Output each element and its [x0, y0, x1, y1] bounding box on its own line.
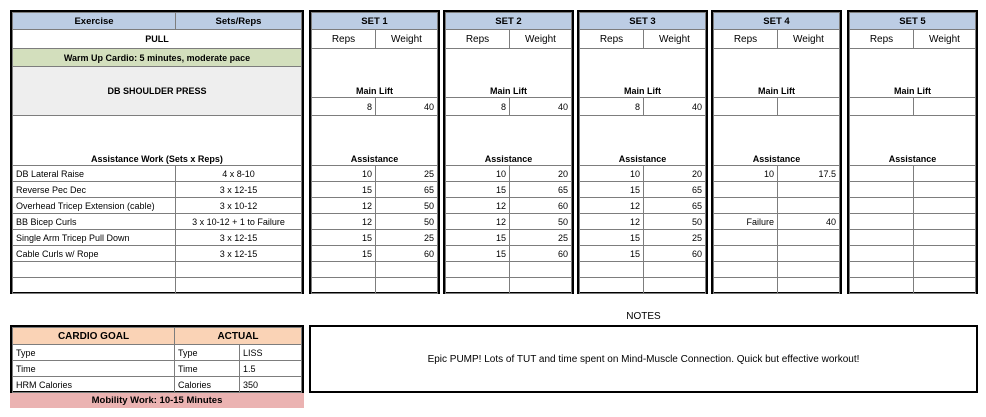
- table-row: [13, 198, 302, 214]
- table-row: [312, 166, 438, 182]
- assistance-sets-reps: 3 x 12-15: [176, 230, 302, 246]
- reps-header: Reps: [850, 30, 914, 49]
- table-row: [446, 214, 572, 230]
- table-row: [312, 198, 438, 214]
- cardio-actual-header: ACTUAL: [175, 328, 302, 345]
- spacer-cell: [714, 49, 840, 67]
- set-1-block: [309, 10, 440, 294]
- cardio-goal-cell: HRM Calories: [13, 377, 175, 393]
- assistance-reps: 15: [446, 246, 510, 262]
- assistance-sets-reps: 3 x 12-15: [176, 182, 302, 198]
- main-lift-weight: 40: [376, 98, 438, 116]
- table-row: [446, 278, 572, 294]
- main-lift-label: Main Lift: [446, 67, 572, 98]
- spacer-cell: [312, 49, 438, 67]
- table-row: [580, 278, 706, 294]
- table-row: [446, 166, 572, 182]
- cardio-goal-cell: Type: [13, 345, 175, 361]
- main-lift-label: Main Lift: [312, 67, 438, 98]
- table-row: [580, 214, 706, 230]
- table-row: [714, 262, 840, 278]
- assistance-weight: [914, 278, 976, 294]
- assistance-label: Assistance: [714, 116, 840, 166]
- assistance-reps: 10: [580, 166, 644, 182]
- assistance-weight: 25: [644, 230, 706, 246]
- cardio-actual-label: Type: [175, 345, 240, 361]
- set-3-block: [577, 10, 708, 294]
- table-row: [13, 214, 302, 230]
- assistance-weight: [510, 278, 572, 294]
- assistance-weight: [914, 230, 976, 246]
- set-4-block: [711, 10, 842, 294]
- assistance-exercise-name: BB Bicep Curls: [13, 214, 176, 230]
- assistance-reps: [850, 246, 914, 262]
- main-lift-reps: 8: [580, 98, 644, 116]
- table-row: [13, 246, 302, 262]
- assistance-reps: [850, 230, 914, 246]
- assistance-reps: 15: [312, 246, 376, 262]
- assistance-sets-reps: 3 x 12-15: [176, 246, 302, 262]
- assistance-weight: 50: [376, 214, 438, 230]
- assistance-reps: 15: [312, 182, 376, 198]
- table-row: [446, 262, 572, 278]
- set-5-block: [847, 10, 978, 294]
- assistance-reps: 12: [446, 214, 510, 230]
- assistance-reps: 12: [580, 198, 644, 214]
- assistance-reps: [850, 166, 914, 182]
- assistance-weight: [376, 278, 438, 294]
- notes-title: NOTES: [626, 311, 661, 322]
- assistance-exercise-name: Reverse Pec Dec: [13, 182, 176, 198]
- table-row: [580, 166, 706, 182]
- table-row: [13, 377, 302, 393]
- assistance-weight: [914, 214, 976, 230]
- assistance-reps: 12: [446, 198, 510, 214]
- assistance-weight: 50: [376, 198, 438, 214]
- assistance-reps: 15: [312, 230, 376, 246]
- reps-header: Reps: [312, 30, 376, 49]
- assistance-reps: [580, 262, 644, 278]
- assistance-reps: 15: [580, 230, 644, 246]
- table-row: [580, 198, 706, 214]
- table-row: [312, 262, 438, 278]
- main-lift-label: Main Lift: [714, 67, 840, 98]
- table-row: [13, 262, 302, 278]
- assistance-weight: [914, 246, 976, 262]
- assistance-label: Assistance: [446, 116, 572, 166]
- assistance-reps: [714, 182, 778, 198]
- assistance-weight: [778, 246, 840, 262]
- assistance-weight: 65: [376, 182, 438, 198]
- cardio-actual-label: Calories: [175, 377, 240, 393]
- table-row: [13, 361, 302, 377]
- assistance-exercise-name: DB Lateral Raise: [13, 166, 176, 182]
- table-row: [580, 182, 706, 198]
- mobility-row: Mobility Work: 10-15 Minutes: [10, 393, 304, 408]
- main-lift-weight: 40: [510, 98, 572, 116]
- set-title: SET 1: [312, 13, 438, 30]
- assistance-exercise-name: Overhead Tricep Extension (cable): [13, 198, 176, 214]
- table-row: [446, 182, 572, 198]
- table-row: [13, 230, 302, 246]
- assistance-weight: 65: [644, 182, 706, 198]
- spacer-cell: [850, 49, 976, 67]
- exercise-column-header: Exercise: [13, 13, 176, 30]
- assistance-weight: [778, 278, 840, 294]
- assistance-reps: [850, 198, 914, 214]
- assistance-sets-reps: 4 x 8-10: [176, 166, 302, 182]
- assistance-reps: [714, 246, 778, 262]
- assistance-weight: 25: [376, 166, 438, 182]
- assistance-exercise-name: [13, 262, 176, 278]
- table-row: [850, 166, 976, 182]
- assistance-weight: 25: [510, 230, 572, 246]
- cardio-actual-value: 350: [240, 377, 302, 393]
- table-row: [850, 214, 976, 230]
- table-row: [13, 345, 302, 361]
- main-lift-name: DB SHOULDER PRESS: [13, 67, 302, 116]
- assistance-weight: 60: [510, 246, 572, 262]
- main-lift-weight: [778, 98, 840, 116]
- assistance-weight: [914, 182, 976, 198]
- assistance-weight: 60: [510, 198, 572, 214]
- assistance-label: Assistance: [312, 116, 438, 166]
- table-row: [580, 246, 706, 262]
- assistance-label: Assistance: [580, 116, 706, 166]
- table-row: [580, 262, 706, 278]
- assistance-weight: 25: [376, 230, 438, 246]
- assistance-weight: 50: [644, 214, 706, 230]
- assistance-weight: [644, 278, 706, 294]
- table-row: [580, 230, 706, 246]
- assistance-reps: 10: [446, 166, 510, 182]
- assistance-weight: [914, 262, 976, 278]
- notes-text: Epic PUMP! Lots of TUT and time spent on Mind-Muscle Connection. Quick but effective workout!: [427, 353, 860, 365]
- assistance-reps: 10: [312, 166, 376, 182]
- assistance-reps: 10: [714, 166, 778, 182]
- assistance-weight: 65: [644, 198, 706, 214]
- main-lift-reps: 8: [312, 98, 376, 116]
- assistance-weight: [376, 262, 438, 278]
- assistance-reps: [312, 262, 376, 278]
- table-row: [312, 182, 438, 198]
- assistance-weight: 17.5: [778, 166, 840, 182]
- table-row: [13, 182, 302, 198]
- assistance-reps: 12: [580, 214, 644, 230]
- set-title: SET 4: [714, 13, 840, 30]
- assistance-reps: [850, 182, 914, 198]
- assistance-reps: [580, 278, 644, 294]
- assistance-reps: [714, 198, 778, 214]
- table-row: [714, 198, 840, 214]
- cardio-goal-header: CARDIO GOAL: [13, 328, 175, 345]
- assistance-weight: 60: [376, 246, 438, 262]
- reps-header: Reps: [580, 30, 644, 49]
- reps-header: Reps: [714, 30, 778, 49]
- set-title: SET 3: [580, 13, 706, 30]
- assistance-weight: [778, 262, 840, 278]
- assistance-weight: [778, 198, 840, 214]
- main-lift-label: Main Lift: [850, 67, 976, 98]
- day-title: PULL: [13, 30, 302, 49]
- table-row: [850, 246, 976, 262]
- set-title: SET 5: [850, 13, 976, 30]
- reps-header: Reps: [446, 30, 510, 49]
- assistance-reps: [312, 278, 376, 294]
- table-row: [850, 278, 976, 294]
- assistance-reps: Failure: [714, 214, 778, 230]
- assistance-weight: [778, 230, 840, 246]
- cardio-block: [10, 325, 304, 393]
- cardio-goal-cell: Time: [13, 361, 175, 377]
- assistance-reps: [850, 214, 914, 230]
- table-row: [850, 198, 976, 214]
- assistance-sets-reps: [176, 278, 302, 294]
- assistance-reps: 15: [446, 230, 510, 246]
- assistance-sets-reps: 3 x 10-12: [176, 198, 302, 214]
- sets-reps-column-header: Sets/Reps: [176, 13, 302, 30]
- table-row: [850, 262, 976, 278]
- table-row: [714, 182, 840, 198]
- notes-block: [309, 325, 978, 393]
- assistance-reps: 15: [580, 182, 644, 198]
- assistance-exercise-name: [13, 278, 176, 294]
- main-lift-reps: [850, 98, 914, 116]
- assistance-weight: 20: [510, 166, 572, 182]
- assistance-weight: 20: [644, 166, 706, 182]
- table-row: [446, 198, 572, 214]
- spacer-cell: [446, 49, 572, 67]
- assistance-reps: [714, 278, 778, 294]
- assistance-reps: 12: [312, 214, 376, 230]
- table-row: [714, 214, 840, 230]
- main-lift-weight: [914, 98, 976, 116]
- assistance-reps: 15: [446, 182, 510, 198]
- assistance-sets-reps: 3 x 10-12 + 1 to Failure: [176, 214, 302, 230]
- set-title: SET 2: [446, 13, 572, 30]
- warmup-row: Warm Up Cardio: 5 minutes, moderate pace: [13, 49, 302, 67]
- table-row: [446, 246, 572, 262]
- assistance-weight: [510, 262, 572, 278]
- main-lift-weight: 40: [644, 98, 706, 116]
- table-row: [714, 278, 840, 294]
- table-row: [714, 246, 840, 262]
- table-row: [312, 278, 438, 294]
- table-row: [850, 230, 976, 246]
- exercise-block: [10, 10, 304, 294]
- assistance-exercise-name: Cable Curls w/ Rope: [13, 246, 176, 262]
- assistance-weight: 40: [778, 214, 840, 230]
- table-row: [312, 230, 438, 246]
- assistance-weight: 60: [644, 246, 706, 262]
- assistance-weight: 50: [510, 214, 572, 230]
- table-row: [312, 214, 438, 230]
- assistance-reps: 15: [580, 246, 644, 262]
- table-row: [312, 246, 438, 262]
- table-row: [714, 166, 840, 182]
- table-row: [13, 278, 302, 294]
- main-lift-label: Main Lift: [580, 67, 706, 98]
- assistance-sets-reps: [176, 262, 302, 278]
- assistance-reps: [714, 262, 778, 278]
- cardio-actual-value: 1.5: [240, 361, 302, 377]
- weight-header: Weight: [510, 30, 572, 49]
- assistance-reps: [446, 278, 510, 294]
- main-lift-reps: 8: [446, 98, 510, 116]
- assistance-header: Assistance Work (Sets x Reps): [13, 116, 302, 166]
- assistance-weight: [914, 198, 976, 214]
- assistance-reps: [714, 230, 778, 246]
- assistance-label: Assistance: [850, 116, 976, 166]
- table-row: [13, 166, 302, 182]
- spacer-cell: [580, 49, 706, 67]
- main-lift-reps: [714, 98, 778, 116]
- assistance-reps: [850, 262, 914, 278]
- set-2-block: [443, 10, 574, 294]
- assistance-weight: [778, 182, 840, 198]
- assistance-exercise-name: Single Arm Tricep Pull Down: [13, 230, 176, 246]
- table-row: [446, 230, 572, 246]
- table-row: [850, 182, 976, 198]
- cardio-actual-value: LISS: [240, 345, 302, 361]
- weight-header: Weight: [376, 30, 438, 49]
- weight-header: Weight: [914, 30, 976, 49]
- weight-header: Weight: [644, 30, 706, 49]
- assistance-weight: [914, 166, 976, 182]
- cardio-actual-label: Time: [175, 361, 240, 377]
- assistance-reps: [850, 278, 914, 294]
- assistance-reps: 12: [312, 198, 376, 214]
- assistance-weight: [644, 262, 706, 278]
- assistance-weight: 65: [510, 182, 572, 198]
- weight-header: Weight: [778, 30, 840, 49]
- assistance-reps: [446, 262, 510, 278]
- table-row: [714, 230, 840, 246]
